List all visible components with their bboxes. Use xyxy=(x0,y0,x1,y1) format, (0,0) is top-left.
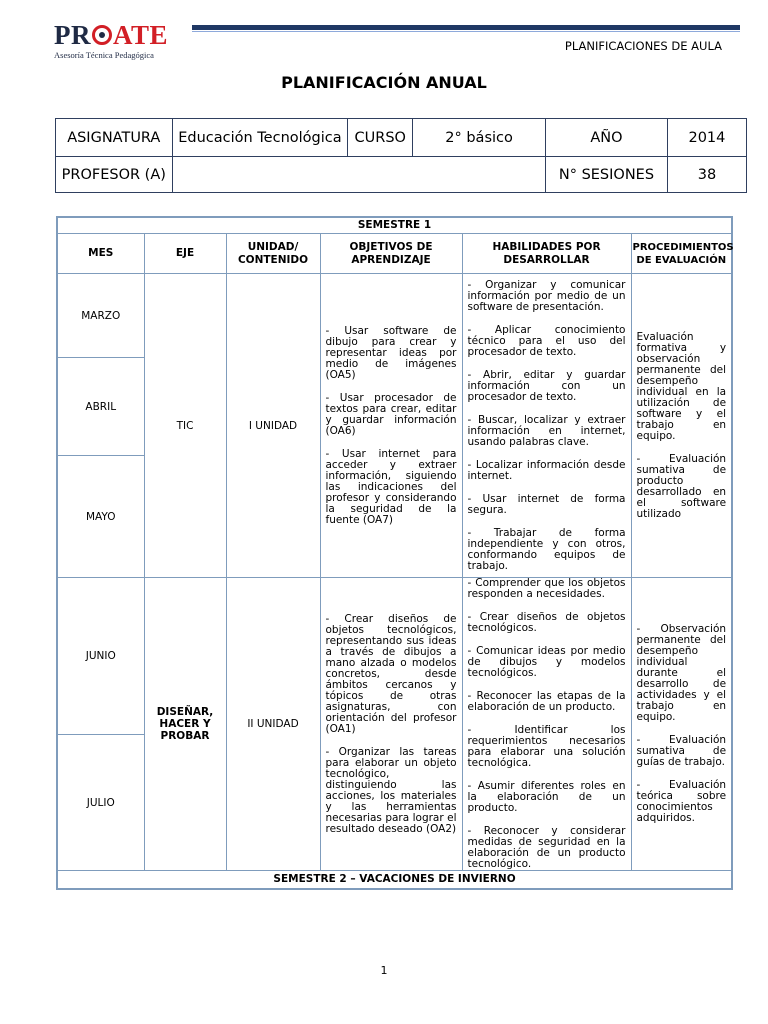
month-julio: JULIO xyxy=(57,735,144,871)
anio-label: AÑO xyxy=(546,119,668,157)
header-rule xyxy=(192,25,740,30)
curso-label: CURSO xyxy=(348,119,413,157)
unit2-evaluacion xyxy=(631,578,732,871)
logo-circle-icon xyxy=(92,25,112,45)
unit2-evaluacion-item: - Observación permanente del desempeño individual durante el desarrollo de actividades y el trabajo en equipo. xyxy=(636,623,727,723)
unit1-objetivos xyxy=(320,274,462,578)
unit2-habilidad: - Reconocer y considerar medidas de seguridad en la elaboración de un producto tecnológico. xyxy=(467,825,626,870)
unit1-objetivo: - Usar software de dibujo para crear y representar ideas por medio de imágenes (OA5) xyxy=(325,324,457,381)
col-eje: EJE xyxy=(144,234,226,274)
col-evaluacion: PROCEDIMIENTOS DE EVALUACIÓN xyxy=(631,234,732,274)
unit2-objetivo: - Organizar las tareas para elaborar un objeto tecnológico, distinguiendo las acciones, los materiales y las herramientas necesarias para lograr el resultado deseado (OA2) xyxy=(325,745,457,835)
asignatura-value: Educación Tecnológica xyxy=(172,119,348,157)
logo-wordmark: PR ATE xyxy=(54,20,169,50)
unit2-evaluacion-item: - Evaluación sumativa de guías de trabajo. xyxy=(636,734,727,768)
unit1-habilidad: - Organizar y comunicar información por medio de un software de presentación. xyxy=(467,278,626,313)
sesiones-value: 38 xyxy=(667,157,746,193)
unit1-objetivo: - Usar internet para acceder y extraer información, siguiendo las indicaciones del profesor y considerando la seguridad de la fuente (OA7) xyxy=(325,447,457,526)
semester1-title: SEMESTRE 1 xyxy=(57,217,732,234)
unit2-habilidad: - Asumir diferentes roles en la elaboración de un producto. xyxy=(467,780,626,814)
col-habilidades: HABILIDADES POR DESARROLLAR xyxy=(462,234,631,274)
unit1-objetivo: - Usar procesador de textos para crear, editar y guardar información (OA6) xyxy=(325,391,457,437)
header-title: PLANIFICACIONES DE AULA xyxy=(564,39,722,53)
semester2-title: SEMESTRE 2 – VACACIONES DE INVIERNO xyxy=(57,871,732,889)
unit1-habilidad: - Aplicar conocimiento técnico para el uso del procesador de texto. xyxy=(467,323,626,358)
unit2-habilidad: - Identificar los requerimientos necesarios para elaborar una solución tecnológica. xyxy=(467,724,626,769)
asignatura-label: ASIGNATURA xyxy=(56,119,173,157)
unit1-evaluacion-item: Evaluación formativa y observación permanente del desempeño individual en la utilización de software y el trabajo en equipo. xyxy=(636,330,727,442)
unit2-evaluacion-item: - Evaluación teórica sobre conocimientos adquiridos. xyxy=(636,779,727,824)
unit1-habilidad: - Buscar, localizar y extraer información en internet, usando palabras clave. xyxy=(467,413,626,448)
unit1-unidad: I UNIDAD xyxy=(226,274,320,578)
unit1-habilidad: - Abrir, editar y guardar información con un procesador de texto. xyxy=(467,368,626,403)
unit2-objetivo: - Crear diseños de objetos tecnológicos, representando sus ideas a través de dibujos a mano alzada o modelos concretos, desde ámbitos cercanos y tópicos de otras asignaturas, con orientación del profesor (OA1) xyxy=(325,612,457,735)
profesor-label: PROFESOR (A) xyxy=(56,157,173,193)
unit1-eje: TIC xyxy=(144,274,226,578)
unit2-habilidades xyxy=(462,578,631,871)
month-mayo: MAYO xyxy=(57,456,144,578)
page-number: 1 xyxy=(380,964,388,977)
logo-subtitle: Asesoría Técnica Pedagógica xyxy=(54,50,154,60)
month-abril: ABRIL xyxy=(57,358,144,456)
col-unidad: UNIDAD/ CONTENIDO xyxy=(226,234,320,274)
page-title: PLANIFICACIÓN ANUAL xyxy=(281,73,487,92)
unit2-habilidad: - Reconocer las etapas de la elaboración de un producto. xyxy=(467,690,626,713)
unit2-objetivos xyxy=(320,578,462,871)
col-objetivos: OBJETIVOS DE APRENDIZAJE xyxy=(320,234,462,274)
header-rule-thin xyxy=(192,31,740,32)
unit2-eje: DISEÑAR, HACER Y PROBAR xyxy=(144,578,226,871)
unit1-evaluacion-item: - Evaluación sumativa de producto desarrollado en el software utilizado xyxy=(636,452,727,520)
sesiones-label: N° SESIONES xyxy=(546,157,668,193)
unit1-evaluacion xyxy=(631,274,732,578)
unit2-unidad: II UNIDAD xyxy=(226,578,320,871)
unit1-habilidades xyxy=(462,274,631,578)
unit1-habilidad: - Localizar información desde internet. xyxy=(467,458,626,482)
unit2-habilidad: - Comunicar ideas por medio de dibujos y modelos tecnológicos. xyxy=(467,645,626,679)
unit2-habilidad: - Crear diseños de objetos tecnológicos. xyxy=(467,611,626,634)
logo xyxy=(54,22,168,60)
month-junio: JUNIO xyxy=(57,578,144,735)
unit1-habilidad: - Trabajar de forma independiente y con otros, conformando equipos de trabajo. xyxy=(467,526,626,572)
profesor-value xyxy=(172,157,546,193)
unit2-habilidad: - Comprender que los objetos responden a necesidades. xyxy=(467,577,626,600)
unit1-habilidad: - Usar internet de forma segura. xyxy=(467,492,626,516)
month-marzo: MARZO xyxy=(57,274,144,358)
anio-value: 2014 xyxy=(667,119,746,157)
planning-table xyxy=(56,216,733,890)
curso-value: 2° básico xyxy=(413,119,546,157)
col-mes: MES xyxy=(57,234,144,274)
info-table xyxy=(55,118,747,193)
